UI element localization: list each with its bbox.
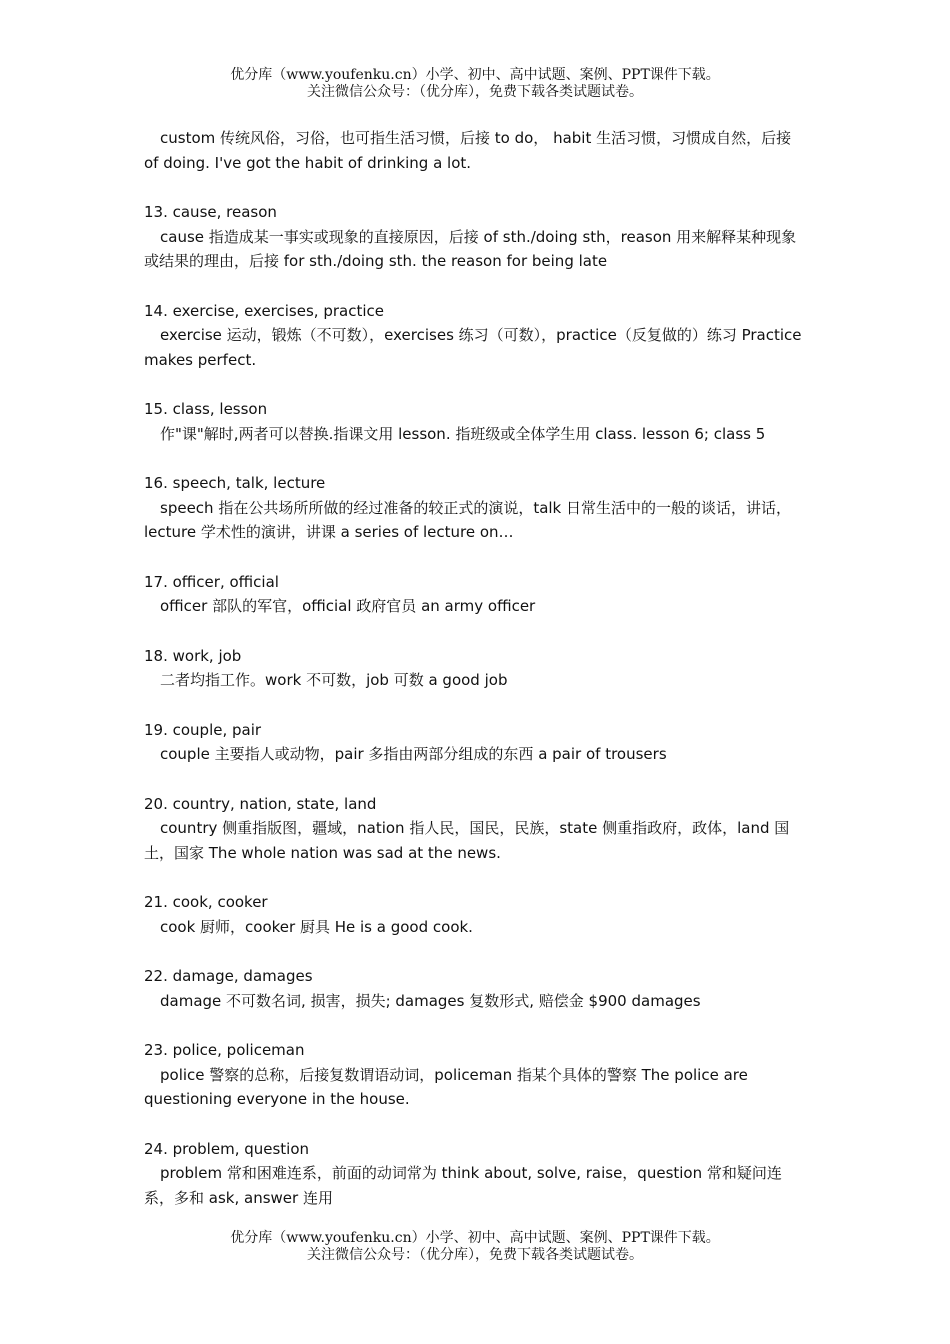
entry-14 <box>144 299 806 373</box>
entry-body: officer 部队的军官，official 政府官员 an army officer <box>160 597 536 615</box>
header-line-2: 关注微信公众号：（优分库），免费下载各类试题试卷。 <box>307 84 643 100</box>
entry-13 <box>144 200 806 274</box>
entry-title: 15. class, lesson <box>144 400 268 418</box>
entry-title: 14. exercise, exercises, practice <box>144 301 384 320</box>
entry-17 <box>144 570 806 619</box>
entry-title: 20. country, nation, state, land <box>144 794 377 813</box>
entry-body: speech 指在公共场所所做的经过准备的较正式的演说，talk 日常生活中的一般的谈话，讲话，lecture 学术性的演讲，讲课 a series of lecture on… <box>144 498 792 541</box>
intro-paragraph: custom 传统风俗，习俗，也可指生活习惯，后接 to do， habit 生活习惯，习惯成自然，后接 of doing. I've got the habit of drinking a lot. <box>144 129 792 172</box>
entry-body: 二者均指工作。work 不可数，job 可数 a good job <box>160 671 508 689</box>
entry-18 <box>144 644 806 693</box>
entry-title: 17. officer, official <box>144 572 279 591</box>
entry-title: 13. cause, reason <box>144 203 277 221</box>
entry-21 <box>144 890 806 939</box>
header-line-1: 优分库（www.youfenku.cn）小学、初中、高中试题、案例、PPT课件下载。 <box>230 67 720 83</box>
entry-19 <box>144 718 806 767</box>
entry-23 <box>144 1038 806 1112</box>
entry-15 <box>144 397 806 446</box>
entry-title: 24. problem, question <box>144 1139 310 1158</box>
footer-line-2: 关注微信公众号：（优分库），免费下载各类试题试卷。 <box>307 1247 643 1263</box>
entry-body: couple 主要指人或动物，pair 多指由两部分组成的东西 a pair of trousers <box>160 745 667 763</box>
entry-body: cook 厨师，cooker 厨具 He is a good cook. <box>160 917 473 936</box>
entry-title: 22. damage, damages <box>144 967 313 985</box>
entry-title: 19. couple, pair <box>144 720 262 739</box>
entry-title: 23. police, policeman <box>144 1041 305 1059</box>
entry-body: damage 不可数名词, 损害，损失; damages 复数形式, 赔偿金 $900 damages <box>160 991 701 1010</box>
entry-22 <box>144 964 806 1013</box>
entry-title: 18. work, job <box>144 646 242 665</box>
entry-body: 作"课"解时,两者可以替换.指课文用 lesson. 指班级或全体学生用 class. lesson 6; class 5 <box>160 424 766 443</box>
entry-body: exercise 运动，锻炼（不可数），exercises 练习（可数），practice（反复做的）练习 Practice makes perfect. <box>144 326 802 369</box>
entry-20 <box>144 792 806 866</box>
footer-line-1: 优分库（www.youfenku.cn）小学、初中、高中试题、案例、PPT课件下载。 <box>230 1230 720 1246</box>
page-footer <box>0 1230 950 1264</box>
entry-title: 16. speech, talk, lecture <box>144 474 326 492</box>
entry-title: 21. cook, cooker <box>144 893 268 911</box>
entry-body: problem 常和困难连系，前面的动词常为 think about, solve, raise，question 常和疑问连系，多和 ask, answer 连用 <box>144 1164 782 1207</box>
page-header <box>0 67 950 101</box>
document-body <box>144 126 806 1210</box>
entry-16 <box>144 471 806 545</box>
entry-body: country 侧重指版图，疆域，nation 指人民，国民，民族，state 侧重指政府，政体，land 国土，国家 The whole nation was sad at the news. <box>144 819 790 862</box>
entry-body: police 警察的总称，后接复数谓语动词，policeman 指某个具体的警察 The police are questioning everyone in the house. <box>144 1065 748 1108</box>
entry-body: cause 指造成某一事实或现象的直接原因，后接 of sth./doing sth，reason 用来解释某种现象或结果的理由，后接 for sth./doing sth. the reason for being late <box>144 227 797 270</box>
entry-24 <box>144 1137 806 1211</box>
